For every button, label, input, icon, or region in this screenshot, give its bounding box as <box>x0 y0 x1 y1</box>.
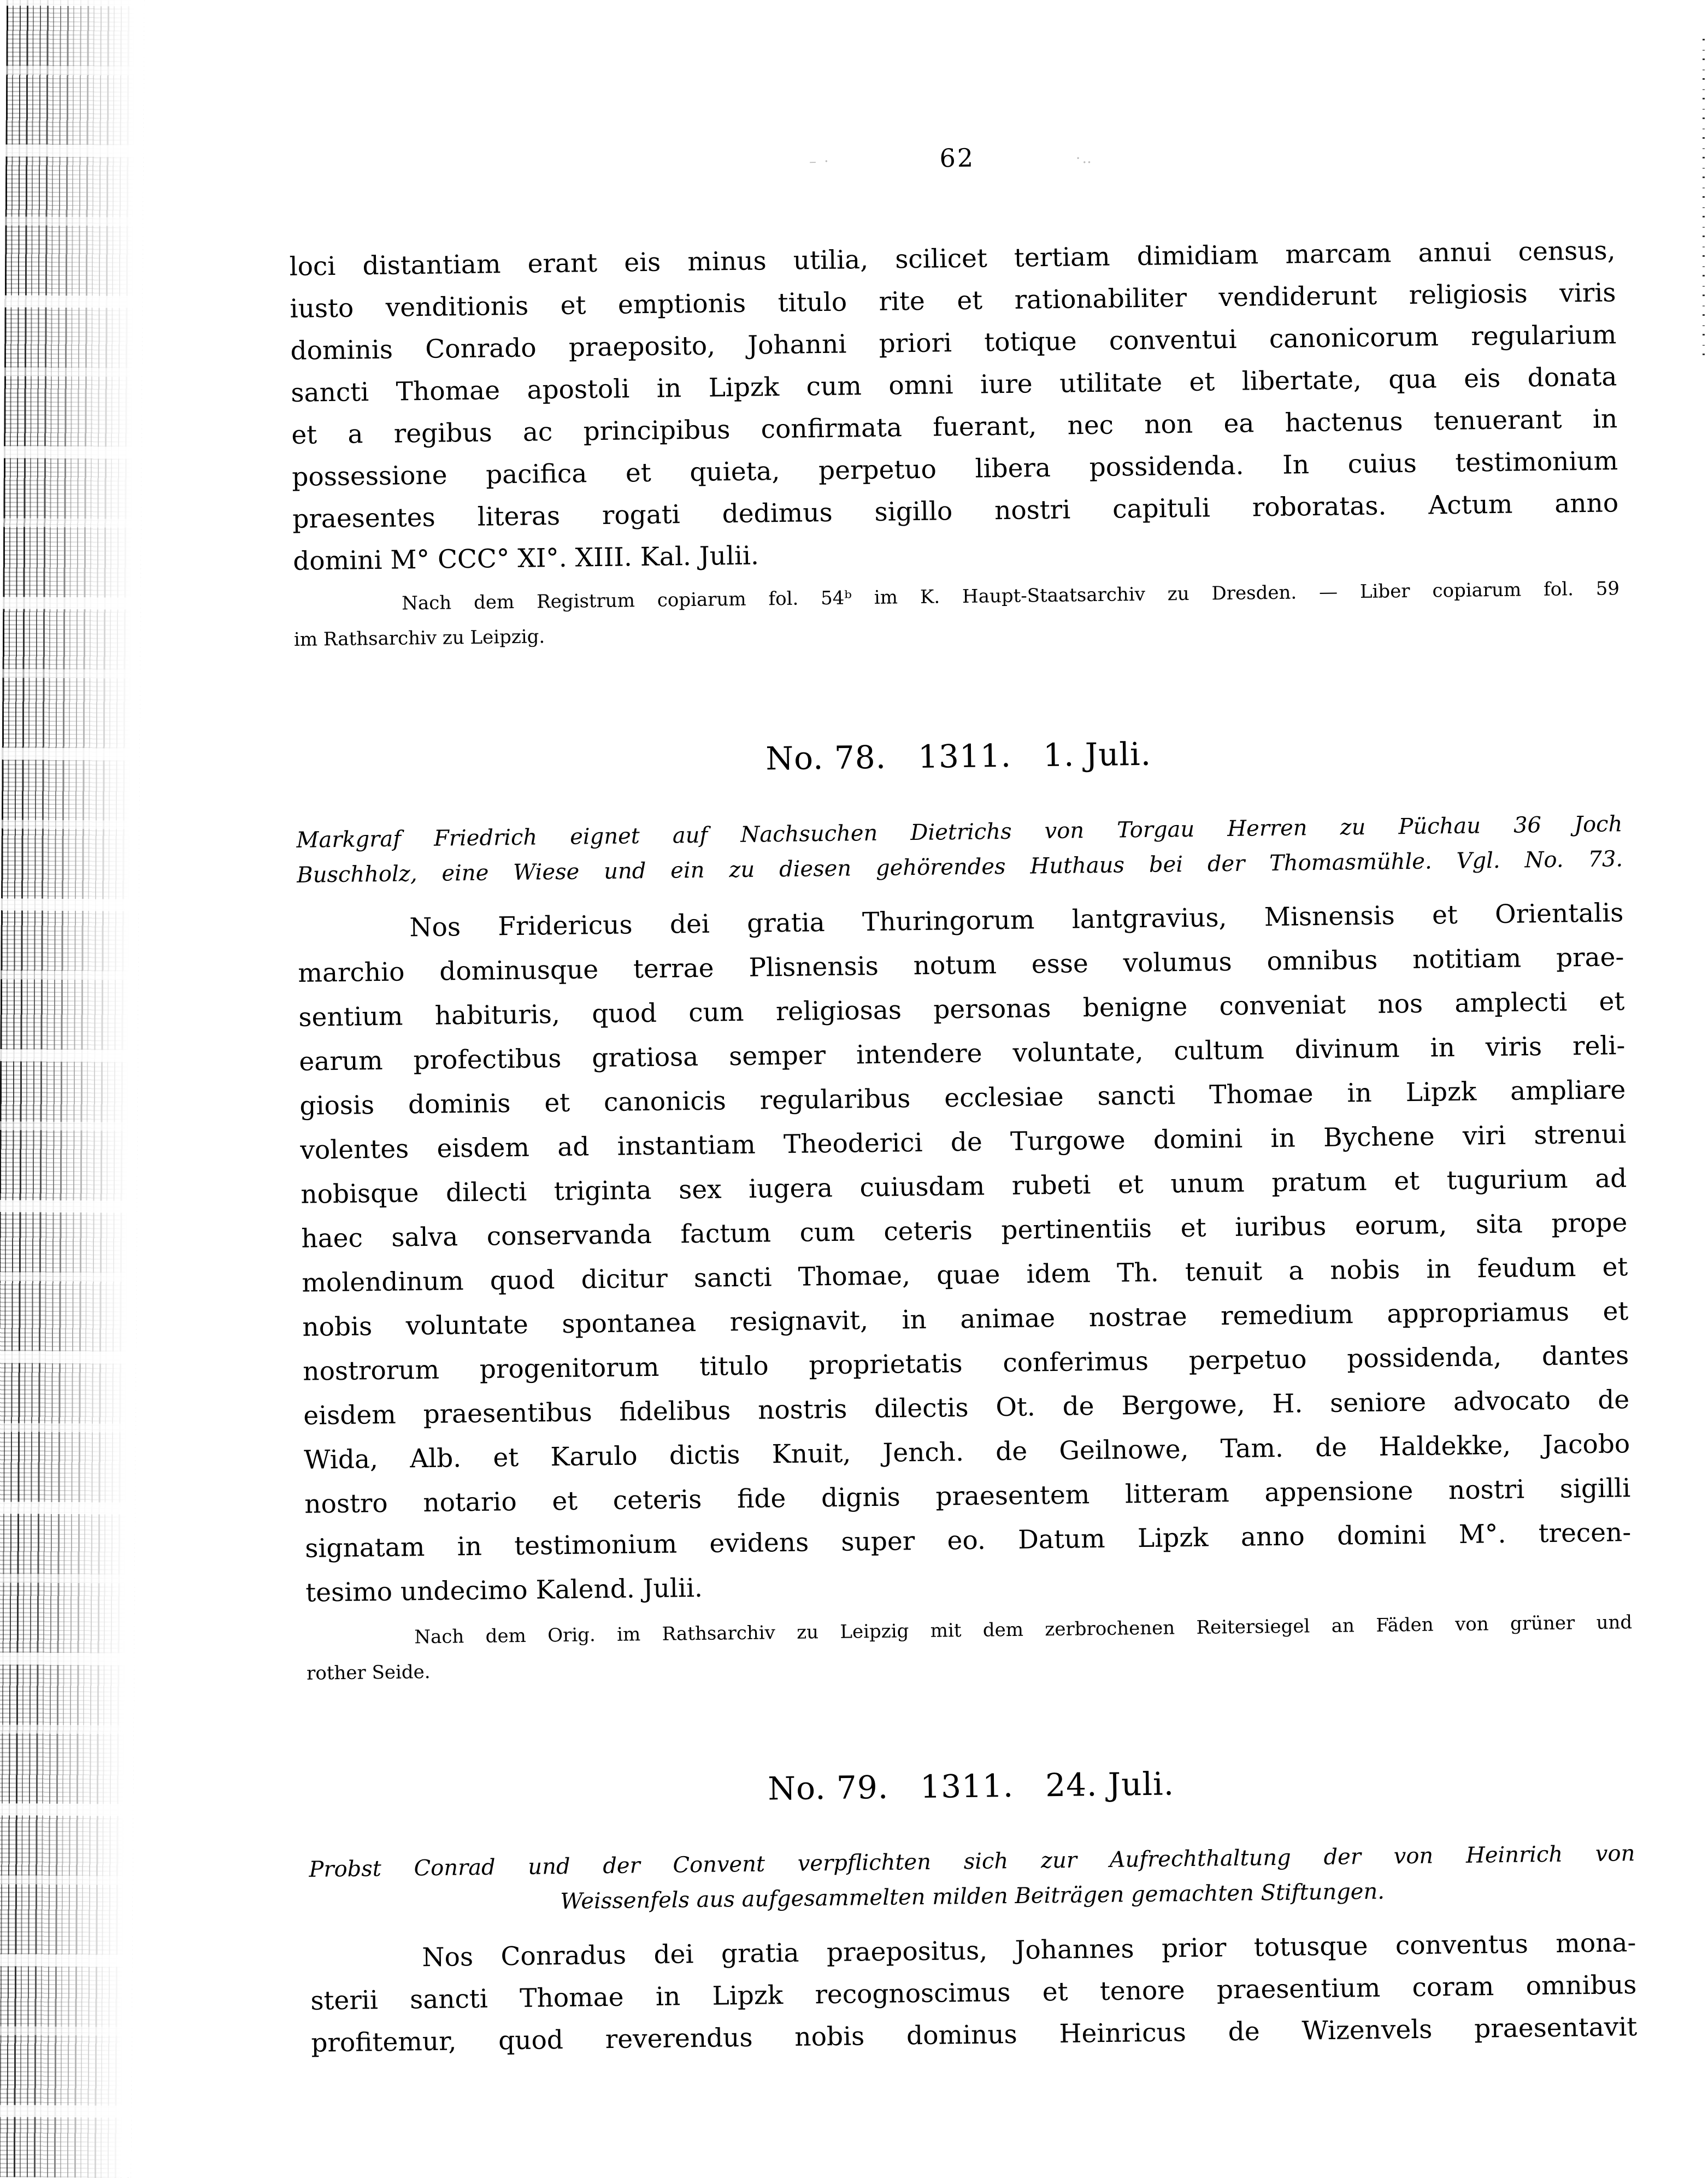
text-line: volentes eisdem ad instantiam Theoderici de Turgowe domini in Bychene viri strenui <box>300 1119 1627 1165</box>
entry-78-number: No. 78. <box>765 738 887 778</box>
page-number-row <box>288 135 1614 181</box>
text-line: marchio dominusque terrae Plisnensis notum esse volumus omnibus notitiam prae- <box>298 942 1624 988</box>
text-line: Nos Conradus dei gratia praepositus, Johannes prior totusque conventus mona- <box>422 1928 1636 1973</box>
text-line: praesentes literas rogati dedimus sigillo nostri capituli roboratas. Actum anno <box>292 488 1619 534</box>
text-line: domini M° CCC° XI°. XIII. Kal. Julii. <box>292 540 759 576</box>
source-note-1 <box>293 571 1620 657</box>
text-line: possessione pacifica et quieta, perpetuo libera possidenda. In cuius testimonium <box>292 446 1618 492</box>
entry-78-source-note <box>306 1605 1633 1691</box>
text-line: et a regibus ac principibus confirmata fuerant, nec non ea hactenus tenuerant in <box>291 404 1618 450</box>
text-line: iusto venditionis et emptionis titulo rite et rationabiliter vendiderunt religiosis viris <box>290 278 1616 324</box>
text-line: Markgraf Friedrich eignet auf Nachsuchen Dietrichs von Torgau Herren zu Püchau 36 Joch <box>296 811 1623 853</box>
text-line: sancti Thomae apostoli in Lipzk cum omni iure utilitate et libertate, qua eis donata <box>291 362 1617 408</box>
text-line: haec salva conservanda factum cum ceteris pertinentiis et iuribus eorum, sita prope <box>301 1208 1628 1254</box>
text-line: Weissenfels aus aufgesammelten milden Beiträgen gemachten Stiftungen. <box>560 1879 1385 1915</box>
intro-paragraph <box>289 229 1619 582</box>
text-line: Probst Conrad und der Convent verpflichten sich zur Aufrechthaltung der von Heinrich von <box>309 1841 1635 1882</box>
scan-edge-noise-left <box>0 0 144 2178</box>
entry-79-heading <box>308 1759 1634 1813</box>
scan-speckles-top-right <box>1697 33 1706 355</box>
entry-79-summary <box>309 1836 1635 1922</box>
entry-78-body <box>297 891 1632 1615</box>
text-line: sentium habituris, quod cum religiosas personas benigne conveniat nos amplecti et <box>298 986 1625 1033</box>
text-line: profitemur, quod reverendus nobis dominus Heinricus de Wizenvels praesentavit <box>311 2012 1638 2058</box>
text-line: dominis Conrado praeposito, Johanni priori totique conventui canonicorum regularium <box>290 320 1617 366</box>
text-line: rother Seide. <box>306 1661 431 1685</box>
text-line: molendinum quod dicitur sancti Thomae, quae idem Th. tenuit a nobis in feudum et <box>302 1252 1628 1298</box>
text-line: eisdem praesentibus fidelibus nostris dilectis Ot. de Bergowe, H. seniore advocato de <box>303 1385 1630 1431</box>
text-line: tesimo undecimo Kalend. Julii. <box>305 1573 703 1608</box>
text-line: nostrorum progenitorum titulo proprietatis conferimus perpetuo possidenda, dantes <box>303 1340 1629 1387</box>
text-line: Wida, Alb. et Karulo dictis Knuit, Jench. de Geilnowe, Tam. de Haldekke, Jacobo <box>304 1429 1630 1475</box>
entry-79-date: 24. Juli. <box>1045 1765 1175 1804</box>
scan-speck-left: – · <box>809 153 831 170</box>
text-line: signatam in testimonium evidens super eo. Datum Lipzk anno domini M°. trecen- <box>304 1517 1632 1564</box>
text-line: Nos Fridericus dei gratia Thuringorum lantgravius, Misnensis et Orientalis <box>409 898 1624 943</box>
text-line: nobisque dilecti triginta sex iugera cuiusdam rubeti et unum pratum et tugurium ad <box>301 1163 1627 1210</box>
text-line: Nach dem Orig. im Rathsarchiv zu Leipzig mit dem zerbrochenen Reitersiegel an Fäden von grüner und <box>414 1611 1633 1649</box>
entry-79-year: 1311. <box>920 1767 1014 1806</box>
entry-79-number: No. 79. <box>768 1768 889 1808</box>
entry-78-heading <box>295 729 1622 783</box>
text-line: Buschholz, eine Wiese und ein zu diesen gehörendes Huthaus bei der Thomasmühle. Vgl. No. 73. <box>296 846 1623 888</box>
text-line: nobis voluntate spontanea resignavit, in animae nostrae remedium appropriamus et <box>302 1296 1629 1343</box>
entry-78-date: 1. Juli. <box>1043 735 1152 774</box>
page-number: 62 <box>939 143 975 173</box>
entry-78-year: 1311. <box>917 737 1012 775</box>
text-line: nostro notario et ceteris fide dignis praesentem litteram appensione nostri sigilli <box>304 1473 1631 1520</box>
text-line: loci distantiam erant eis minus utilia, scilicet tertiam dimidiam marcam annui census, <box>289 236 1616 282</box>
text-line: earum profectibus gratiosa semper intendere voluntate, cultum divinum in viris reli- <box>299 1031 1625 1077</box>
page-content <box>286 0 1639 2174</box>
text-line: im Rathsarchiv zu Leipzig. <box>293 626 545 651</box>
entry-79-body <box>310 1922 1638 2064</box>
text-line: Nach dem Registrum copiarum fol. 54ᵇ im K. Haupt-Staatsarchiv zu Dresden. — Liber copiarum fol. 59 <box>401 578 1620 615</box>
text-line: sterii sancti Thomae in Lipzk recognoscimus et tenore praesentium coram omnibus <box>310 1970 1637 2016</box>
entry-78-summary <box>296 807 1623 893</box>
text-line: giosis dominis et canonicis regularibus ecclesiae sancti Thomae in Lipzk ampliare <box>299 1075 1626 1121</box>
scan-speck-right: ·‥ <box>1075 150 1093 167</box>
